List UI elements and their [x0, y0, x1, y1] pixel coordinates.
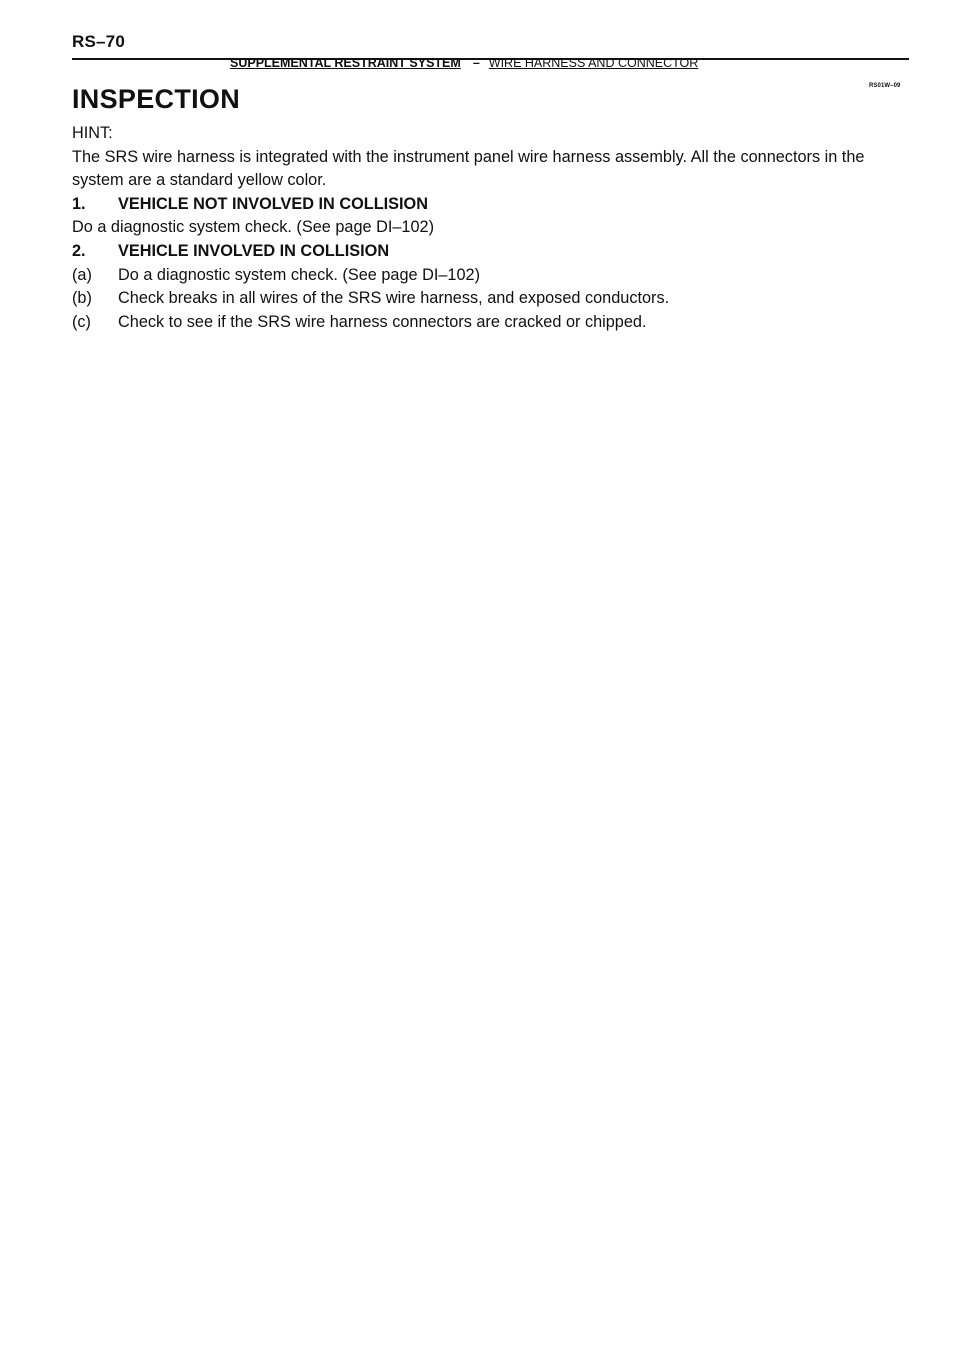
substep-letter: (c) — [72, 312, 91, 331]
hint-text: The SRS wire harness is integrated with the instrument panel wire harness assembly. All the connectors in the system are a standard yellow color. — [72, 147, 865, 190]
section-title: INSPECTION — [72, 84, 241, 114]
step-title: VEHICLE INVOLVED IN COLLISION — [118, 241, 390, 260]
substep-text: Check breaks in all wires of the SRS wire harness, and exposed conductors. — [118, 289, 670, 308]
step-number: 1. — [72, 194, 86, 213]
header-subsection-title: WIRE HARNESS AND CONNECTOR — [488, 56, 699, 70]
step-heading — [72, 193, 917, 217]
substep-letter: (a) — [72, 265, 92, 284]
substep — [72, 287, 917, 311]
step-title: VEHICLE NOT INVOLVED IN COLLISION — [118, 194, 428, 213]
step-heading — [72, 240, 917, 264]
substep-text: Check to see if the SRS wire harness connectors are cracked or chipped. — [118, 312, 647, 331]
step-instruction: Do a diagnostic system check. (See page DI–102) — [72, 218, 434, 237]
running-header — [230, 57, 698, 70]
substep — [72, 311, 917, 335]
header-separator: – — [472, 56, 480, 70]
substep — [72, 264, 917, 288]
document-code: RS01W–09 — [869, 83, 901, 89]
header-section-title: SUPPLEMENTAL RESTRAINT SYSTEM — [230, 56, 461, 70]
document-body — [72, 122, 917, 334]
hint-label: HINT: — [72, 124, 113, 142]
substep-text: Do a diagnostic system check. (See page DI–102) — [118, 265, 480, 284]
page-number: RS–70 — [72, 32, 125, 51]
substep-letter: (b) — [72, 289, 92, 308]
step-number: 2. — [72, 241, 86, 260]
